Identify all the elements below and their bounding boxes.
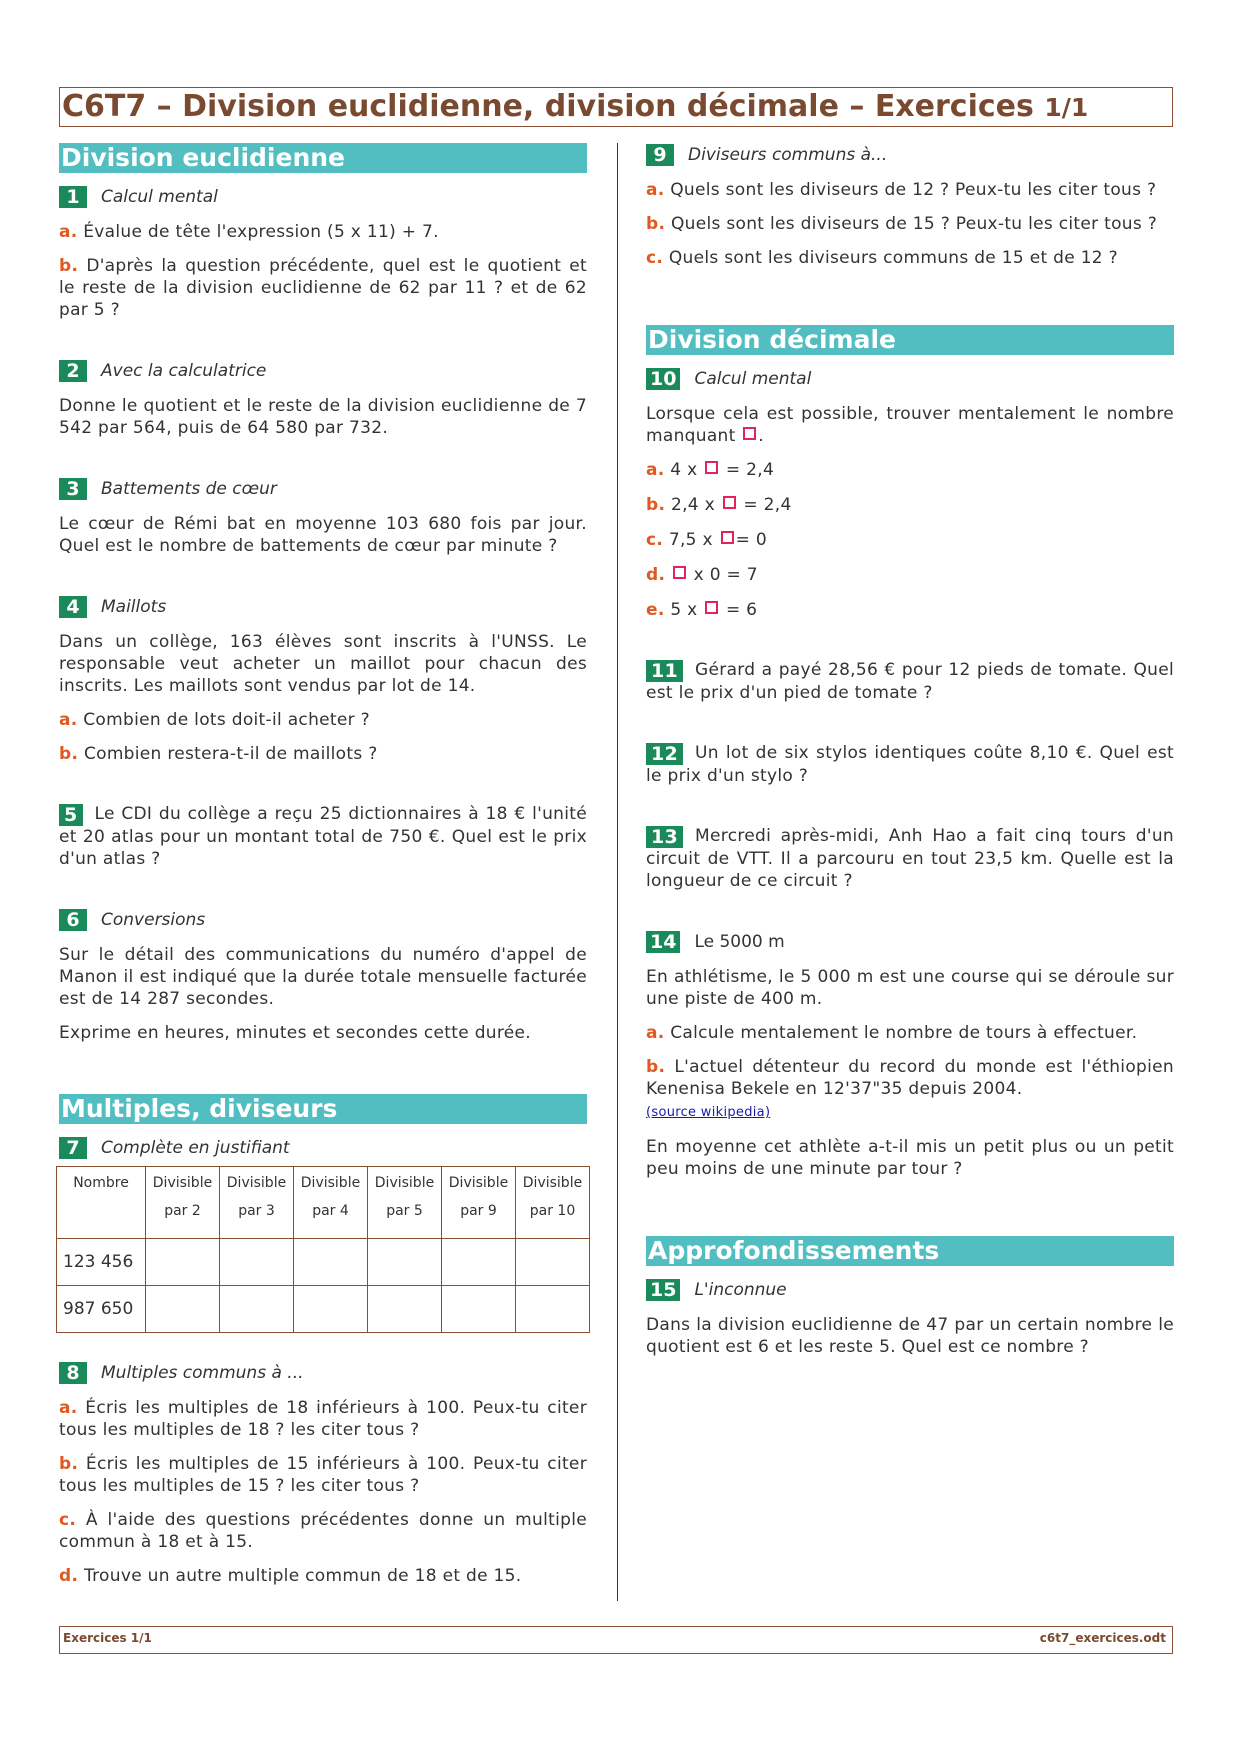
footer-filename: c6t7_exercices.odt [1039,1631,1166,1645]
exercise-title: Avec la calculatrice [101,361,267,381]
exercise-text: Sur le détail des communications du numéro d'appel de Manon il est indiqué que la durée totale mensuelle facturée est de 14 287 secondes. [59,945,587,1009]
exercise-text: 5 Le CDI du collège a reçu 25 dictionnaires à 18 € l'unité et 20 atlas pour un montant total de 750 €. Quel est le prix d'un atlas ? [59,804,587,869]
blank-box-icon [673,566,686,579]
blank-box-icon [723,496,736,509]
question-e: e. 5 x = 6 [646,600,758,620]
exercise-text: 12 Un lot de six stylos identiques coûte 8,10 €. Quel est le prix d'un stylo ? [646,743,1174,786]
exercise-number: 15 [646,1279,680,1301]
section-heading-decimale: Division décimale [646,325,1174,355]
question-a: a. Évalue de tête l'expression (5 x 11) + 7. [59,222,439,242]
divisibility-table: Nombre Divisible par 2 Divisible par 3 Divisible par 4 Divisible par 5 Divisible par 9 Divisible par 10 123 456 987 650 [56,1166,590,1333]
right-column [646,143,1174,1370]
exercise-number: 5 [59,804,83,826]
exercise-title: Maillots [101,597,167,617]
exercise-text: En moyenne cet athlète a-t-il mis un petit plus ou un petit peu moins de une minute par tour ? [646,1137,1174,1179]
exercise-text: 11 Gérard a payé 28,56 € pour 12 pieds de tomate. Quel est le prix d'un pied de tomate ? [646,660,1174,703]
exercise-text: Le cœur de Rémi bat en moyenne 103 680 fois par jour. Quel est le nombre de battements de cœur par minute ? [59,514,587,556]
exercise-number: 1 [59,186,87,208]
exercise-14 [646,930,1174,1180]
exercise-13 [646,825,1174,892]
exercise-title: Diviseurs communs à... [688,145,888,165]
exercise-number: 11 [646,660,683,682]
page-footer [59,1626,1173,1654]
exercise-number: 3 [59,478,87,500]
exercise-12 [646,742,1174,787]
exercise-text: Dans un collège, 163 élèves sont inscrits à l'UNSS. Le responsable veut acheter un maillot pour chacun des inscrits. Les maillots sont vendus par lot de 14. [59,632,587,696]
question-b: b. 2,4 x = 2,4 [646,495,792,515]
section-heading-multiples: Multiples, diviseurs [59,1094,587,1124]
exercise-4 [59,595,587,765]
exercise-number: 4 [59,596,87,618]
exercise-number: 6 [59,909,87,931]
exercise-text: Lorsque cela est possible, trouver mentalement le nombre manquant . [646,404,1174,446]
exercise-number: 7 [59,1137,87,1159]
section-heading-euclid: Division euclidienne [59,143,587,173]
page-number: 1/1 [1044,93,1089,122]
footer-left: Exercices 1/1 [63,1631,152,1645]
question-c: c. 7,5 x = 0 [646,530,767,550]
exercise-text: Exprime en heures, minutes et secondes cette durée. [59,1023,532,1043]
exercise-3 [59,477,587,557]
exercise-number: 13 [646,826,683,848]
exercise-number: 2 [59,360,87,382]
question-a: a. Quels sont les diviseurs de 12 ? Peux-tu les citer tous ? [646,180,1157,200]
exercise-5 [59,803,587,870]
question-a: a. 4 x = 2,4 [646,460,775,480]
table-row: 123 456 [57,1239,590,1286]
left-column [59,143,587,1599]
exercise-text: Donne le quotient et le reste de la division euclidienne de 7 542 par 564, puis de 64 580 par 732. [59,396,587,438]
exercise-number: 14 [646,931,680,953]
question-a: a. Combien de lots doit-il acheter ? [59,710,370,730]
exercise-title: Conversions [101,910,206,930]
blank-box-icon [705,461,718,474]
exercise-15 [646,1278,1174,1358]
question-b: b. Quels sont les diviseurs de 15 ? Peux-tu les citer tous ? [646,214,1158,234]
exercise-1 [59,185,587,321]
exercise-6 [59,908,587,1044]
exercise-11 [646,659,1174,704]
exercise-title: Multiples communs à ... [101,1363,304,1383]
question-d: d. x 0 = 7 [646,565,758,585]
exercise-title: Calcul mental [694,369,812,389]
exercise-number: 8 [59,1362,87,1384]
exercise-title: Battements de cœur [101,479,277,499]
question-b: b. L'actuel détenteur du record du monde est l'éthiopien Kenenisa Bekele en 12'37"35 depuis 2004. (source wikipedia) [646,1057,1174,1120]
exercise-number: 9 [646,144,674,166]
question-b: b. Écris les multiples de 15 inférieurs à 100. Peux-tu citer tous les multiples de 15 ? les citer tous ? [59,1454,587,1496]
source-link[interactable]: (source wikipedia) [646,1105,771,1120]
exercise-title: L'inconnue [694,1280,787,1300]
question-a: a. Calcule mentalement le nombre de tours à effectuer. [646,1023,1138,1043]
exercise-7 [59,1136,587,1333]
exercise-title: Le 5000 m [694,932,785,952]
exercise-text: En athlétisme, le 5 000 m est une course qui se déroule sur une piste de 400 m. [646,967,1174,1009]
section-heading-approf: Approfondissements [646,1236,1174,1266]
exercise-10 [646,367,1174,621]
blank-box-icon [743,427,756,440]
question-d: d. Trouve un autre multiple commun de 18 et de 15. [59,1566,522,1586]
exercise-9 [646,143,1174,269]
exercise-8 [59,1361,587,1587]
page-title-main: C6T7 – Division euclidienne, division décimale – Exercices [62,89,1034,124]
exercise-number: 12 [646,743,683,765]
question-c: c. Quels sont les diviseurs communs de 15 et de 12 ? [646,248,1118,268]
exercise-text: 13 Mercredi après-midi, Anh Hao a fait cinq tours d'un circuit de VTT. Il a parcouru en tout 23,5 km. Quelle est la longueur de ce circuit ? [646,826,1174,891]
blank-box-icon [721,531,734,544]
exercise-text: Dans la division euclidienne de 47 par un certain nombre le quotient est 6 et les reste 5. Quel est ce nombre ? [646,1315,1174,1357]
exercise-2 [59,359,587,439]
page-title [59,87,1173,127]
question-a: a. Écris les multiples de 18 inférieurs à 100. Peux-tu citer tous les multiples de 18 ? les citer tous ? [59,1398,587,1440]
question-b: b. D'après la question précédente, quel est le quotient et le reste de la division euclidienne de 62 par 11 ? et de 62 par 5 ? [59,256,587,320]
exercise-title: Complète en justifiant [101,1138,290,1158]
question-b: b. Combien restera-t-il de maillots ? [59,744,378,764]
column-divider [617,143,618,1601]
exercise-number: 10 [646,368,680,390]
table-row: 987 650 [57,1286,590,1333]
exercise-title: Calcul mental [101,187,218,207]
question-c: c. À l'aide des questions précédentes donne un multiple commun à 18 et à 15. [59,1510,587,1552]
blank-box-icon [705,601,718,614]
